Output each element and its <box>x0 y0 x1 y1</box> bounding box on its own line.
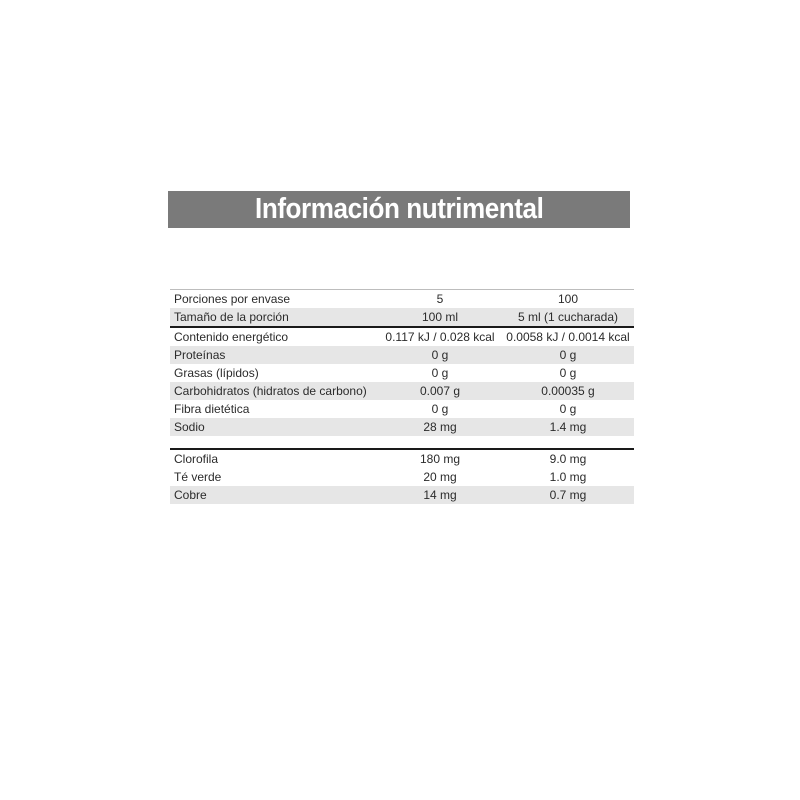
row-label: Porciones por envase <box>174 292 291 306</box>
row-value-100ml: 28 mg <box>423 420 457 434</box>
row-value-100ml: 0 g <box>431 402 449 416</box>
row-label: Proteínas <box>174 348 226 362</box>
table-row <box>170 382 634 400</box>
table-row <box>170 486 634 504</box>
row-value-portion: 1.0 mg <box>549 470 587 484</box>
row-value-100ml: 14 mg <box>423 488 457 502</box>
page-title: Información nutrimental <box>254 193 544 225</box>
row-value-portion: 100 <box>557 292 579 306</box>
row-label: Té verde <box>174 470 222 484</box>
row-value-100ml: 180 mg <box>419 452 461 466</box>
table-row <box>170 418 634 436</box>
table-row <box>170 290 634 308</box>
row-value-100ml: 0.117 kJ / 0.028 kcal <box>385 330 495 344</box>
nutrition-table <box>170 289 634 504</box>
row-value-portion: 0 g <box>559 348 577 362</box>
row-value-portion: 5 ml (1 cucharada) <box>517 310 619 324</box>
section-gap <box>170 436 634 448</box>
row-label: Grasas (lípidos) <box>174 366 259 380</box>
row-label: Sodio <box>174 420 205 434</box>
row-value-portion: 1.4 mg <box>549 420 587 434</box>
row-label: Tamaño de la porción <box>174 310 289 324</box>
row-value-portion: 0.7 mg <box>549 488 587 502</box>
table-row <box>170 450 634 468</box>
row-value-portion: 0 g <box>559 366 577 380</box>
row-value-100ml: 0 g <box>431 366 449 380</box>
row-label: Clorofila <box>174 452 219 466</box>
row-value-portion: 0.0058 kJ / 0.0014 kcal <box>506 330 630 344</box>
row-value-portion: 0.00035 g <box>541 384 595 398</box>
row-label: Fibra dietética <box>174 402 250 416</box>
table-row <box>170 308 634 326</box>
title-banner <box>168 191 630 228</box>
row-value-100ml: 0 g <box>431 348 449 362</box>
table-row <box>170 400 634 418</box>
row-value-portion: 0 g <box>559 402 577 416</box>
row-label: Carbohidratos (hidratos de carbono) <box>174 384 367 398</box>
row-value-100ml: 100 ml <box>421 310 459 324</box>
table-row <box>170 364 634 382</box>
table-row <box>170 328 634 346</box>
table-row <box>170 346 634 364</box>
row-label: Contenido energético <box>174 330 289 344</box>
row-value-100ml: 0.007 g <box>419 384 461 398</box>
row-value-100ml: 5 <box>436 292 444 306</box>
table-row <box>170 468 634 486</box>
row-value-100ml: 20 mg <box>423 470 457 484</box>
row-label: Cobre <box>174 488 207 502</box>
row-value-portion: 9.0 mg <box>549 452 587 466</box>
